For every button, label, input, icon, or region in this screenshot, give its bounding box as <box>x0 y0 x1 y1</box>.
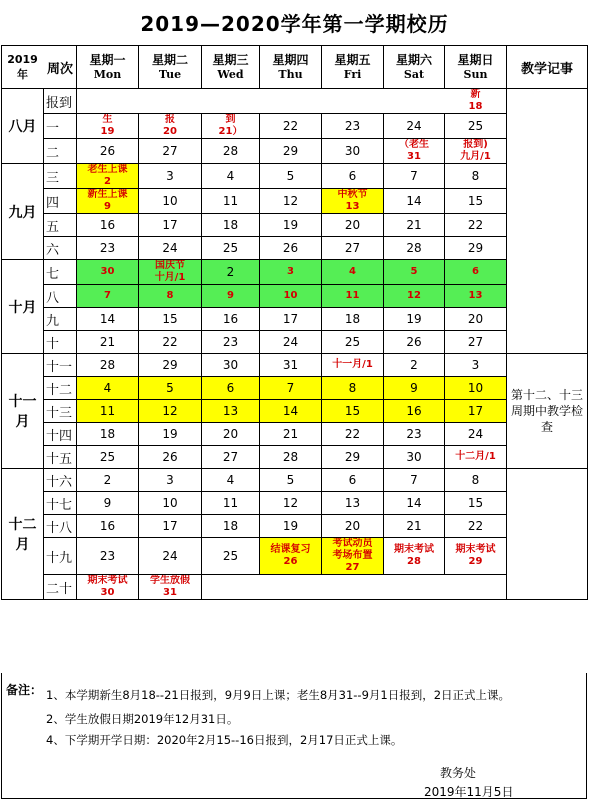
week-row <box>2 89 588 114</box>
week-label: 十五 <box>44 446 77 469</box>
cell: 老生上课 2 <box>77 164 139 189</box>
cell: 7 <box>384 469 445 492</box>
cell: 7 <box>77 285 139 308</box>
cell: 21 <box>77 331 139 354</box>
cell: 4 <box>202 164 260 189</box>
month-label-sep: 九月 <box>2 164 44 260</box>
calendar-title: 2019—2020学年第一学期校历 <box>140 12 449 36</box>
cell: 4 <box>202 469 260 492</box>
cell: 12 <box>384 285 445 308</box>
week-row <box>2 377 588 400</box>
cell: 23 <box>77 538 139 575</box>
week-label: 十四 <box>44 423 77 446</box>
cell: 期末考试 29 <box>445 538 507 575</box>
week-row <box>2 139 588 164</box>
cell: 报到) 九月/1 <box>445 139 507 164</box>
cell: 14 <box>260 400 322 423</box>
note-line-2: 2、学生放假日期2019年12月31日。 <box>46 712 239 726</box>
cell: 13 <box>202 400 260 423</box>
cell: 2 <box>77 469 139 492</box>
cell: 生 19 <box>77 114 139 139</box>
cell: 27 <box>322 237 384 260</box>
week-row <box>2 308 588 331</box>
cell: 6 <box>445 260 507 285</box>
week-label: 一 <box>44 114 77 139</box>
cell: 3 <box>260 260 322 285</box>
cell: 21 <box>384 515 445 538</box>
week-header: 周次 <box>44 46 77 89</box>
cell: 期末考试 30 <box>77 575 139 600</box>
week-label: 七 <box>44 260 77 285</box>
cell: 4 <box>322 260 384 285</box>
week-row <box>2 400 588 423</box>
cell: 18 <box>77 423 139 446</box>
cell: 20 <box>445 308 507 331</box>
cell: 24 <box>139 237 202 260</box>
cell: 17 <box>139 214 202 237</box>
cell: 5 <box>139 377 202 400</box>
cell: 14 <box>77 308 139 331</box>
cell: 11 <box>202 189 260 214</box>
cell: 26 <box>384 331 445 354</box>
cell: 17 <box>445 400 507 423</box>
week-row <box>2 114 588 139</box>
cell: 10 <box>139 492 202 515</box>
cell: 24 <box>445 423 507 446</box>
cell: 28 <box>77 354 139 377</box>
day-header-wed: 星期三 Wed <box>202 46 260 89</box>
cell: 25 <box>77 446 139 469</box>
cell: 23 <box>384 423 445 446</box>
cell: 11 <box>322 285 384 308</box>
cell: 13 <box>445 285 507 308</box>
cell: 十一月/1 <box>322 354 384 377</box>
cell: 9 <box>202 285 260 308</box>
cell: 14 <box>384 492 445 515</box>
cell: 23 <box>322 114 384 139</box>
week-row <box>2 354 588 377</box>
cell: 15 <box>445 189 507 214</box>
week-row <box>2 260 588 285</box>
year-header: 2019年 <box>2 46 44 89</box>
week-row <box>2 492 588 515</box>
cell: 9 <box>384 377 445 400</box>
week-label: 六 <box>44 237 77 260</box>
cell: 8 <box>445 164 507 189</box>
cell: 9 <box>77 492 139 515</box>
cell: 20 <box>322 214 384 237</box>
issuer: 教务处 <box>440 766 477 780</box>
month-label-oct: 十月 <box>2 260 44 354</box>
remarks-cell <box>507 469 588 600</box>
cell: 18 <box>322 308 384 331</box>
cell: 15 <box>322 400 384 423</box>
notes-label: 备注： <box>6 683 43 697</box>
cell: 30 <box>77 260 139 285</box>
month-label-dec: 十二月 <box>2 469 44 600</box>
week-row <box>2 285 588 308</box>
cell: 31 <box>260 354 322 377</box>
week-row <box>2 189 588 214</box>
week-row <box>2 164 588 189</box>
cell: 12 <box>260 492 322 515</box>
cell: 15 <box>445 492 507 515</box>
cell: 3 <box>445 354 507 377</box>
cell: 新生上课 9 <box>77 189 139 214</box>
issue-date: 2019年11月5日 <box>424 785 514 799</box>
cell: 22 <box>139 331 202 354</box>
cell: 期末考试 28 <box>384 538 445 575</box>
cell: 23 <box>202 331 260 354</box>
week-label: 报到 <box>44 89 77 114</box>
cell: 20 <box>202 423 260 446</box>
cell: 21 <box>260 423 322 446</box>
cell: 7 <box>260 377 322 400</box>
remarks-cell: 第十二、十三周期中教学检查 <box>507 354 588 469</box>
cell: 7 <box>384 164 445 189</box>
cell: 30 <box>384 446 445 469</box>
cell: 8 <box>445 469 507 492</box>
week-label: 二十 <box>44 575 77 600</box>
cell: 17 <box>260 308 322 331</box>
cell: 十二月/1 <box>445 446 507 469</box>
day-header-thu: 星期四 Thu <box>260 46 322 89</box>
day-header-mon: 星期一 Mon <box>77 46 139 89</box>
note-line-3: 4、下学期开学日期：2020年2月15--16日报到，2月17日正式上课。 <box>46 733 403 747</box>
day-header-fri: 星期五 Fri <box>322 46 384 89</box>
cell: 17 <box>139 515 202 538</box>
cell: 10 <box>260 285 322 308</box>
cell: 27 <box>202 446 260 469</box>
week-label: 十 <box>44 331 77 354</box>
cell: 3 <box>139 164 202 189</box>
month-label-aug: 八月 <box>2 89 44 164</box>
cell: 10 <box>139 189 202 214</box>
cell: 报 20 <box>139 114 202 139</box>
cell: 16 <box>202 308 260 331</box>
cell: 3 <box>139 469 202 492</box>
cell: 18 <box>202 214 260 237</box>
cell: 5 <box>384 260 445 285</box>
day-header-sat: 星期六 Sat <box>384 46 445 89</box>
cell: 25 <box>445 114 507 139</box>
cell: 25 <box>202 538 260 575</box>
cell: 11 <box>202 492 260 515</box>
cell: 考试动员 考场布置 27 <box>322 538 384 575</box>
week-label: 九 <box>44 308 77 331</box>
cell: 5 <box>260 469 322 492</box>
week-label: 十九 <box>44 538 77 575</box>
cell: 25 <box>202 237 260 260</box>
week-label: 十八 <box>44 515 77 538</box>
cell: 20 <box>322 515 384 538</box>
cell: 29 <box>322 446 384 469</box>
cell: 4 <box>77 377 139 400</box>
week-label: 十七 <box>44 492 77 515</box>
cell: 13 <box>322 492 384 515</box>
week-row <box>2 237 588 260</box>
cell: 中秋节 13 <box>322 189 384 214</box>
cell: 12 <box>260 189 322 214</box>
week-row <box>2 214 588 237</box>
cell: 26 <box>139 446 202 469</box>
cell: 19 <box>139 423 202 446</box>
cell: 23 <box>77 237 139 260</box>
week-label: 十二 <box>44 377 77 400</box>
cell: 15 <box>139 308 202 331</box>
week-label: 五 <box>44 214 77 237</box>
week-label: 八 <box>44 285 77 308</box>
week-row <box>2 423 588 446</box>
cell: 19 <box>260 214 322 237</box>
cell: 10 <box>445 377 507 400</box>
cell: 24 <box>139 538 202 575</box>
cell: 6 <box>322 469 384 492</box>
cell: 24 <box>384 114 445 139</box>
cell: 6 <box>322 164 384 189</box>
cell: 28 <box>202 139 260 164</box>
week-row <box>2 538 588 575</box>
cell: 27 <box>139 139 202 164</box>
week-label: 三 <box>44 164 77 189</box>
month-label-nov: 十一月 <box>2 354 44 469</box>
cell: 到 21） <box>202 114 260 139</box>
cell: 24 <box>260 331 322 354</box>
cell: 16 <box>77 214 139 237</box>
cell: 25 <box>322 331 384 354</box>
cell: 26 <box>260 237 322 260</box>
cell: 29 <box>260 139 322 164</box>
cell: 6 <box>202 377 260 400</box>
cell: 29 <box>445 237 507 260</box>
calendar-table <box>1 45 588 600</box>
cell: （老生 31 <box>384 139 445 164</box>
cell: 30 <box>322 139 384 164</box>
day-header-sun: 星期日 Sun <box>445 46 507 89</box>
week-label: 十六 <box>44 469 77 492</box>
cell: 12 <box>139 400 202 423</box>
cell: 2 <box>384 354 445 377</box>
cell: 26 <box>77 139 139 164</box>
cell: 22 <box>322 423 384 446</box>
cell: 28 <box>384 237 445 260</box>
week-label: 四 <box>44 189 77 214</box>
cell: 14 <box>384 189 445 214</box>
cell: 29 <box>139 354 202 377</box>
week-row <box>2 575 588 600</box>
cell: 16 <box>384 400 445 423</box>
cell: 22 <box>445 214 507 237</box>
cell: 19 <box>384 308 445 331</box>
cell: 5 <box>260 164 322 189</box>
week-label: 十一 <box>44 354 77 377</box>
cell: 学生放假 31 <box>139 575 202 600</box>
cell: 28 <box>260 446 322 469</box>
week-row <box>2 469 588 492</box>
week-row <box>2 331 588 354</box>
cell: 18 <box>202 515 260 538</box>
cell: 22 <box>260 114 322 139</box>
cell: 8 <box>139 285 202 308</box>
note-line-1: 1、本学期新生8月18--21日报到，9月9日上课；老生8月31--9月1日报到，2日正式上课。 <box>46 688 511 702</box>
remarks-header: 教学记事 <box>507 46 588 89</box>
notes-section <box>1 673 587 799</box>
week-label: 二 <box>44 139 77 164</box>
cell: 16 <box>77 515 139 538</box>
cell: 30 <box>202 354 260 377</box>
cell: 21 <box>384 214 445 237</box>
cell: 2 <box>202 260 260 285</box>
week-label: 十三 <box>44 400 77 423</box>
cell: 27 <box>445 331 507 354</box>
cell: 11 <box>77 400 139 423</box>
week-row <box>2 515 588 538</box>
cell: 新 18 <box>445 89 507 114</box>
cell: 结课复习 26 <box>260 538 322 575</box>
cell: 19 <box>260 515 322 538</box>
header-row <box>2 46 588 89</box>
remarks-cell <box>507 89 588 354</box>
cell: 22 <box>445 515 507 538</box>
week-row <box>2 446 588 469</box>
cell: 国庆节 十月/1 <box>139 260 202 285</box>
cell: 8 <box>322 377 384 400</box>
day-header-tue: 星期二 Tue <box>139 46 202 89</box>
